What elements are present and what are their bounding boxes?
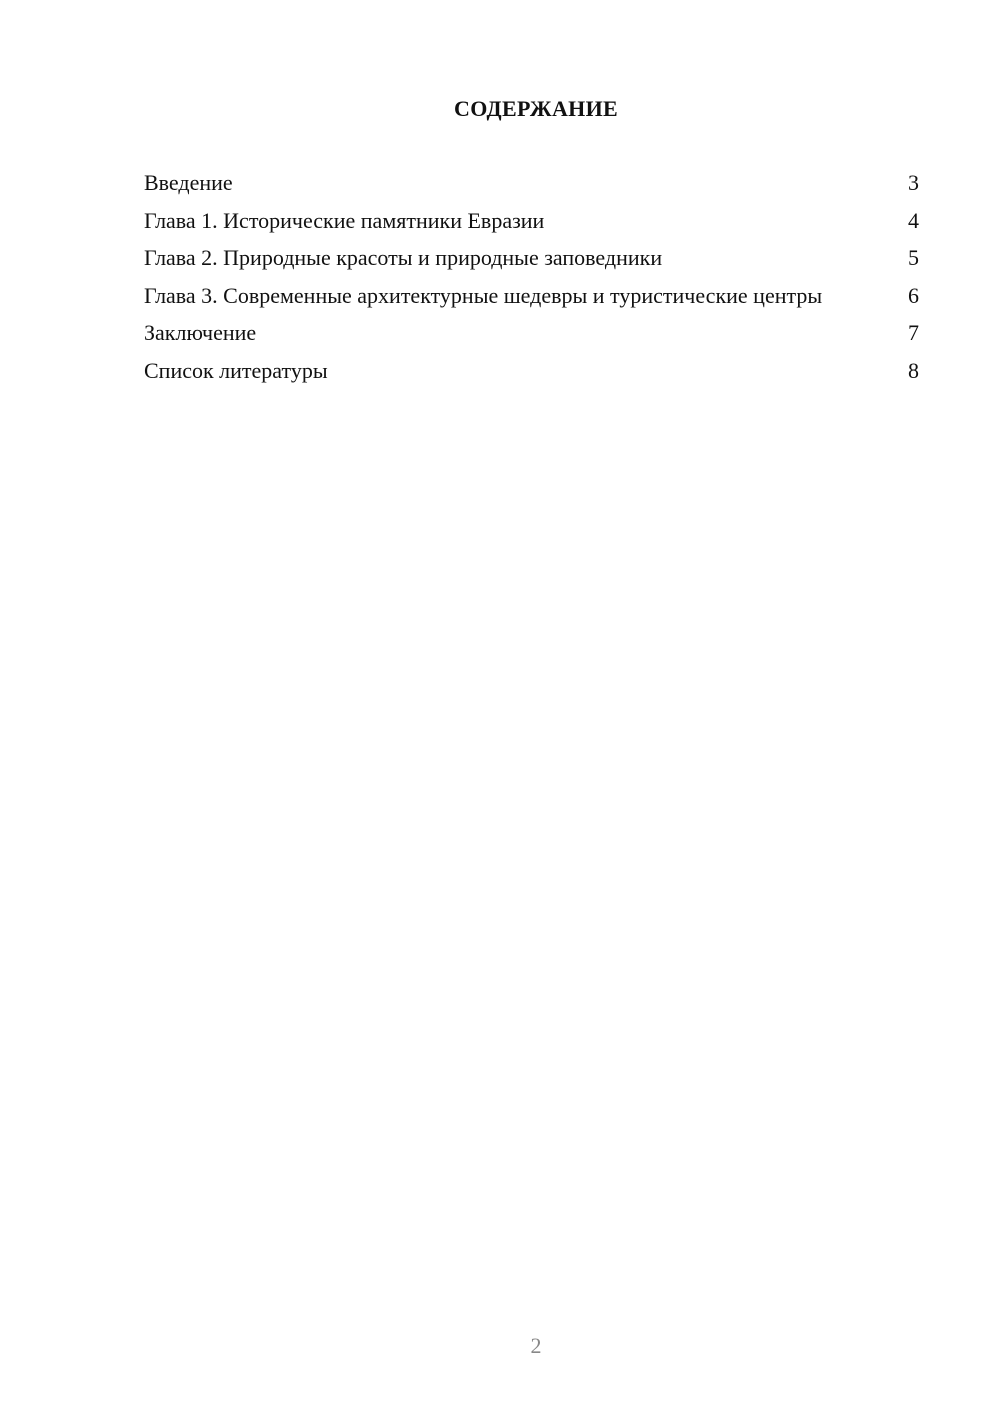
toc-entry-page: 6 <box>908 282 919 308</box>
toc-entry-chapter-3 <box>144 283 919 309</box>
toc-entry-references <box>144 358 919 384</box>
toc-entry-page: 5 <box>908 245 919 270</box>
toc-entry-label: Введение <box>144 170 233 195</box>
toc-entry-conclusion <box>144 320 919 346</box>
page-title: СОДЕРЖАНИЕ <box>454 96 618 121</box>
toc-entry-chapter-1 <box>144 208 919 234</box>
toc-entry-label: Глава 1. Исторические памятники Евразии <box>144 207 545 233</box>
table-of-contents <box>144 170 919 395</box>
toc-entry-introduction <box>144 170 919 196</box>
toc-entry-label: Глава 2. Природные красоты и природные заповедники <box>144 245 663 270</box>
toc-entry-label: Заключение <box>144 320 257 345</box>
toc-entry-chapter-2 <box>144 245 919 271</box>
toc-entry-page: 7 <box>908 320 919 345</box>
toc-entry-label: Глава 3. Современные архитектурные шедевры и туристические центры <box>144 282 823 308</box>
toc-entry-label: Список литературы <box>144 357 328 383</box>
toc-entry-page: 4 <box>908 207 919 233</box>
toc-entry-page: 8 <box>908 357 919 383</box>
page-number: 2 <box>530 1333 542 1358</box>
toc-entry-page: 3 <box>908 170 919 195</box>
